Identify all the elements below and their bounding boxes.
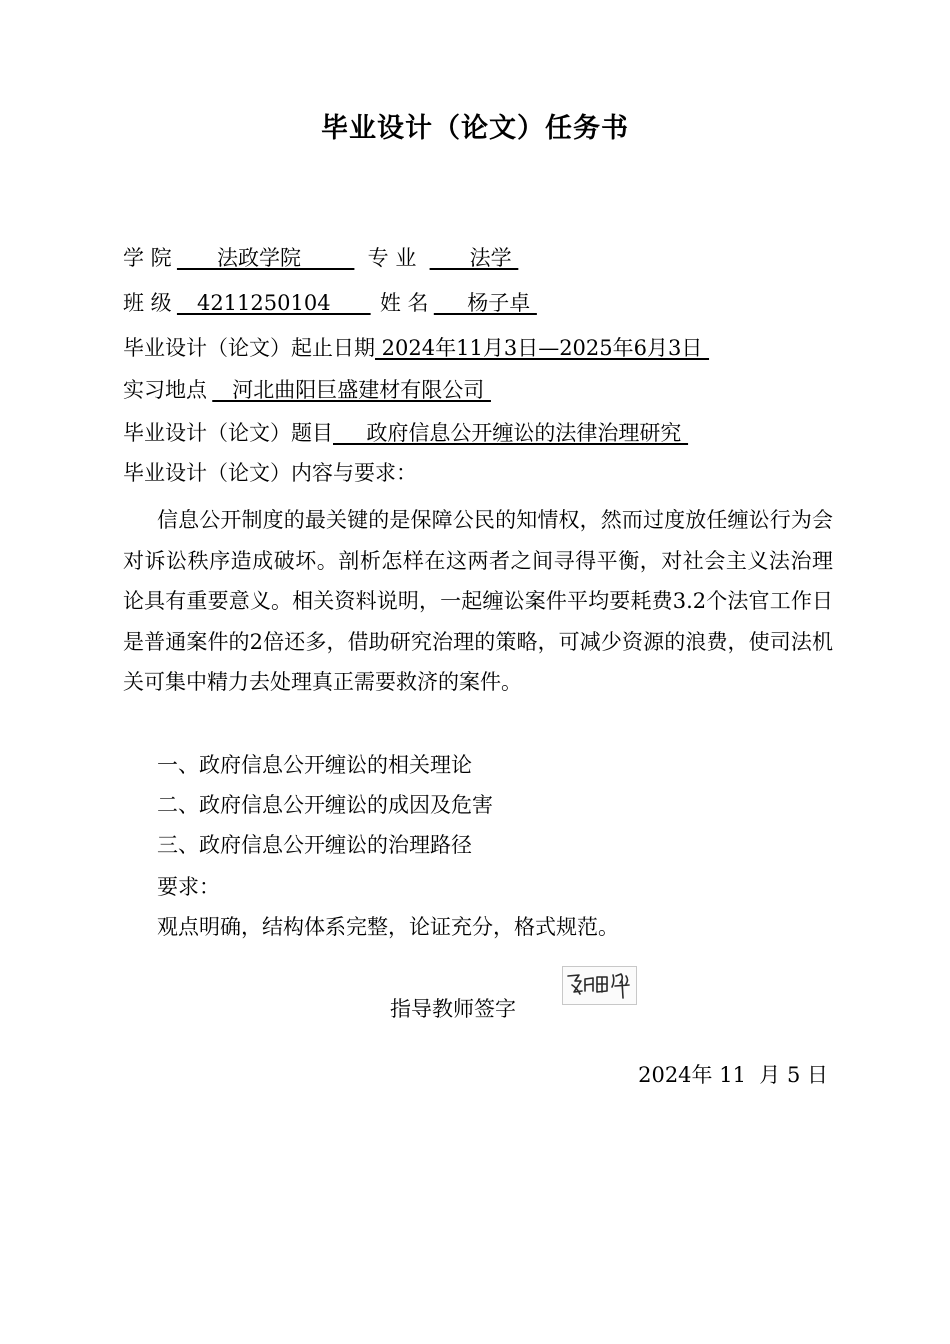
topic-label: 毕业设计（论文）题目 xyxy=(123,421,333,445)
internship-value: 河北曲阳巨盛建材有限公司 xyxy=(212,378,491,402)
name-value: 杨子卓 xyxy=(433,291,537,315)
content-label: 毕业设计（论文）内容与要求： xyxy=(123,461,417,485)
content-item-3: 三、政府信息公开缠讼的治理路径 xyxy=(157,833,472,857)
period-value: 2024年11月3日—2025年6月3日 xyxy=(375,336,710,360)
internship-row xyxy=(123,375,491,405)
college-major-row xyxy=(123,243,518,273)
topic-value: 政府信息公开缠讼的法律治理研究 xyxy=(333,421,689,445)
period-row xyxy=(123,333,709,363)
major-label: 专 业 xyxy=(367,246,417,270)
requirements-label: 要求： xyxy=(157,875,220,899)
handwritten-signature-image xyxy=(562,966,637,1005)
major-value: 法学 xyxy=(429,246,519,270)
requirements-text: 观点明确，结构体系完整，论证充分，格式规范。 xyxy=(157,915,619,939)
college-value: 法政学院 xyxy=(176,246,355,270)
topic-row xyxy=(123,418,688,448)
class-name-row xyxy=(123,288,537,318)
internship-label: 实习地点 xyxy=(123,378,207,402)
class-label: 班 级 xyxy=(123,291,172,315)
name-label: 姓 名 xyxy=(379,291,429,315)
content-item-2: 二、政府信息公开缠讼的成因及危害 xyxy=(157,793,493,817)
class-value: 4211250104 xyxy=(176,291,371,315)
sign-date: 2024年 11 月 5 日 xyxy=(638,1063,828,1087)
document-title: 毕业设计（论文）任务书 xyxy=(321,113,629,144)
content-paragraph: 信息公开制度的最关键的是保障公民的知情权，然而过度放任缠讼行为会对诉讼秩序造成破坏。剖析怎样在这两者之间寻得平衡，对社会主义法治理论具有重要意义。相关资料说明，一起缠讼案件平均要耗费3.2个法官工作日是普通案件的2倍还多，借助研究治理的策略，可减少资源的浪费，使司法机关可集中精力去处理真正需要救济的案件。 xyxy=(123,508,833,694)
advisor-signature-label: 指导教师签字 xyxy=(390,997,516,1021)
period-label: 毕业设计（论文）起止日期 xyxy=(123,336,375,360)
college-label: 学 院 xyxy=(123,246,172,270)
content-row xyxy=(123,458,417,488)
content-item-1: 一、政府信息公开缠讼的相关理论 xyxy=(157,753,472,777)
